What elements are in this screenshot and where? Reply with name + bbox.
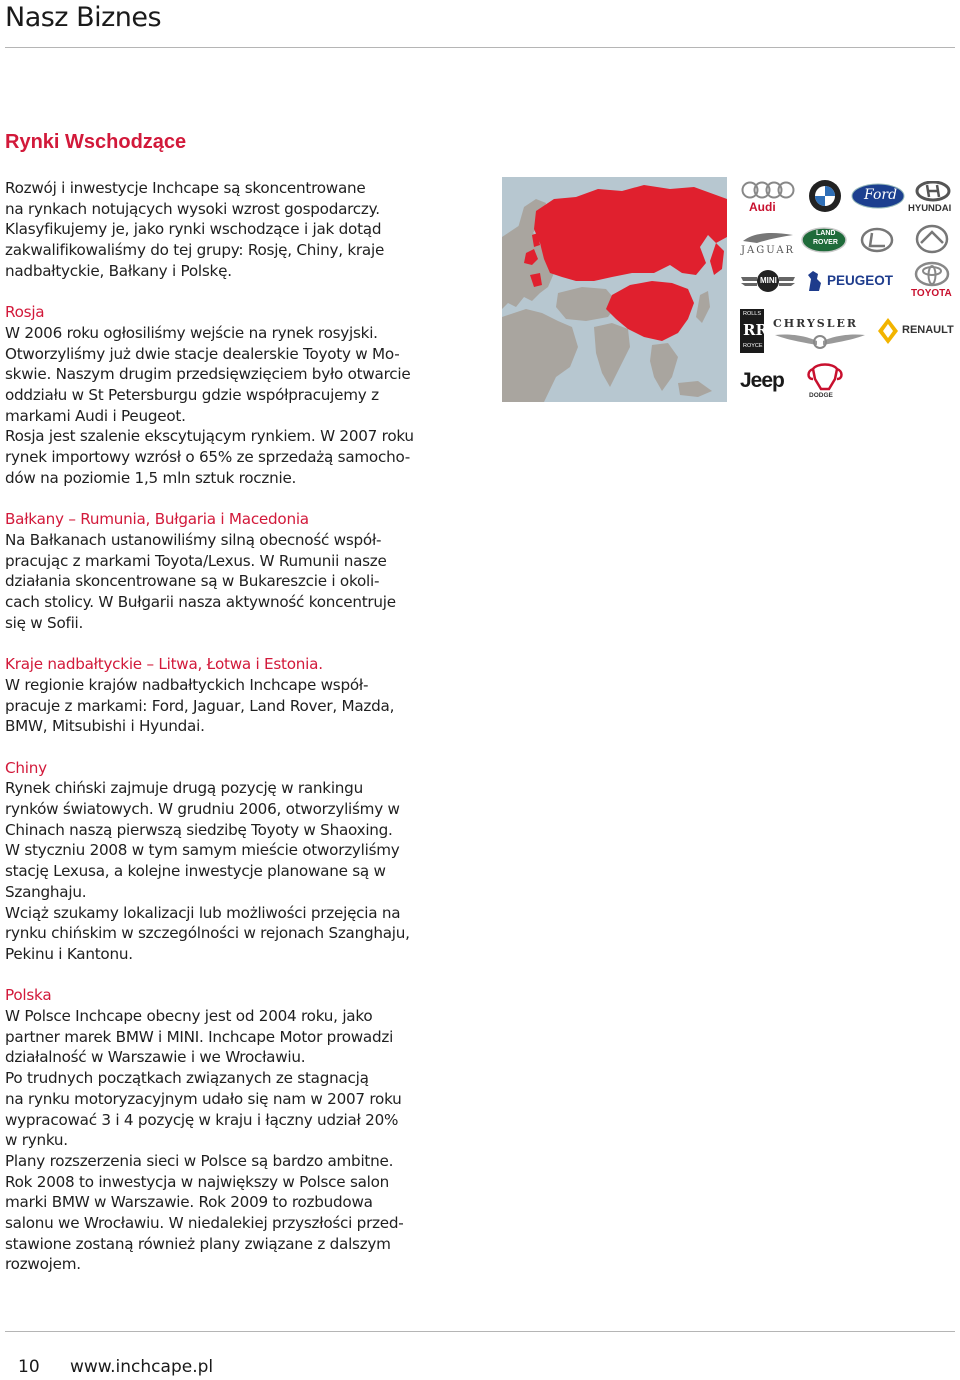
land-rover-text-bottom: ROVER — [813, 239, 838, 246]
text-line: wypracować 3 i 4 pozycję w kraju i łączny udział 20% — [5, 1110, 399, 1129]
article-text — [5, 178, 475, 1275]
text-line: Rok 2008 to inwestycja w największy w Polsce salon — [5, 1172, 390, 1191]
jeep-logo — [740, 369, 800, 395]
text-line: skwie. Naszym drugim przedsięwzięciem było otwarcie — [5, 365, 411, 384]
baltyk-paragraph — [5, 654, 475, 737]
polska-paragraph — [5, 985, 475, 1275]
rolls-royce-logo — [740, 309, 768, 353]
text-line: Chinach naszą pierwszą siedzibę Toyoty w Shaoxing. — [5, 820, 393, 839]
chrysler-wings-icon — [773, 331, 867, 351]
text-line: marki BMW w Warszawie. Rok 2009 to rozbudowa — [5, 1193, 373, 1212]
jeep-logo-text: Jeep — [740, 369, 784, 392]
rosja-heading: Rosja — [5, 303, 45, 322]
hyundai-emblem-icon — [907, 181, 959, 203]
text-line: Po trudnych początkach związanych ze stagnacją — [5, 1069, 369, 1088]
text-line: Otworzyliśmy już dwie stacje dealerskie Toyoty w Mo- — [5, 344, 400, 363]
mini-logo-text: MINI — [760, 276, 777, 285]
footer-url[interactable]: www.inchcape.pl — [70, 1357, 214, 1377]
chrysler-logo — [773, 317, 867, 351]
rosja-paragraph — [5, 302, 475, 488]
dodge-logo — [807, 363, 843, 403]
text-line: Wciąż szukamy lokalizacji lub możliwości przejęcia na — [5, 903, 401, 922]
text-line: partner marek BMW i MINI. Inchcape Motor prowadzi — [5, 1027, 394, 1046]
mazda-emblem-icon — [915, 223, 949, 255]
toyota-logo-text: TOYOTA — [911, 288, 952, 299]
text-line: pracuje z markami: Ford, Jaguar, Land Rover, Mazda, — [5, 696, 395, 715]
text-line: W Polsce Inchcape obecny jest od 2004 roku, jako — [5, 1007, 373, 1026]
chiny-heading: Chiny — [5, 758, 47, 777]
audi-logo-text: Audi — [749, 200, 776, 214]
chrysler-logo-text: CHRYSLER — [773, 317, 859, 330]
text-line: Rosja jest szalenie ekscytującym rynkiem. W 2007 roku — [5, 427, 414, 446]
toyota-emblem-icon — [909, 261, 955, 287]
mazda-logo — [915, 223, 949, 255]
text-line: oddziału w St Petersburgu gdzie współpracujemy z — [5, 386, 379, 405]
page-title: Nasz Biznes — [5, 2, 162, 33]
text-line: Plany rozszerzenia sieci w Polsce są bardzo ambitne. — [5, 1151, 394, 1170]
text-line: dów na poziomie 1,5 mln sztuk rocznie. — [5, 468, 297, 487]
peugeot-lion-icon — [805, 269, 825, 293]
text-line: W styczniu 2008 w tym samym mieście otworzyliśmy — [5, 841, 400, 860]
rolls-royce-monogram: RR — [743, 321, 768, 339]
brand-logos — [735, 175, 960, 405]
renault-logo-text: RENAULT — [902, 324, 954, 336]
bmw-roundel-icon — [808, 179, 842, 213]
dodge-logo-text: DODGE — [809, 392, 833, 399]
text-line: Rozwój i inwestycje Inchcape są skoncentrowane — [5, 179, 366, 197]
footer-rule — [5, 1331, 955, 1332]
text-line: salonu we Wrocławiu. W niedalekiej przyszłości przed- — [5, 1214, 404, 1233]
text-line: działalność w Warszawie i we Wrocławiu. — [5, 1048, 306, 1067]
text-line: nadbałtyckie, Bałkany i Polskę. — [5, 261, 232, 280]
renault-logo — [877, 317, 959, 347]
hyundai-logo — [907, 181, 959, 217]
mini-logo — [739, 269, 797, 293]
text-line: Na Bałkanach ustanowiliśmy silną obecność współ- — [5, 530, 382, 549]
jaguar-logo — [739, 227, 797, 261]
text-line: w rynku. — [5, 1131, 68, 1150]
bmw-logo — [808, 179, 842, 213]
jaguar-leaper-icon — [739, 227, 797, 245]
text-line: zakwalifikowaliśmy do tej grupy: Rosję, Chiny, kraje — [5, 241, 385, 260]
lexus-logo — [860, 225, 894, 255]
text-line: rynków światowych. W grudniu 2006, otworzyliśmy w — [5, 800, 400, 819]
text-line: stację Lexusa, a kolejne inwestycje planowane są w — [5, 862, 386, 881]
text-line: Szanghaju. — [5, 882, 87, 901]
text-line: W regionie krajów nadbałtyckich Inchcape współ- — [5, 675, 369, 694]
text-line: rynek importowy wzrósł o 65% ze sprzedażą samocho- — [5, 448, 411, 467]
renault-diamond-icon — [877, 317, 899, 345]
land-rover-text-top: LAND — [816, 230, 836, 237]
text-line: pracując z markami Toyota/Lexus. W Rumunii nasze — [5, 551, 387, 570]
peugeot-logo-text: PEUGEOT — [827, 273, 894, 288]
balkany-paragraph — [5, 509, 475, 633]
markets-map — [502, 177, 727, 402]
lexus-emblem-icon — [860, 225, 894, 255]
text-line: rozwojem. — [5, 1255, 81, 1274]
polska-heading: Polska — [5, 986, 52, 1005]
page-number: 10 — [18, 1357, 40, 1377]
rolls-royce-text-top: ROLLS — [743, 311, 762, 317]
dodge-ram-icon — [807, 363, 843, 391]
audi-rings-icon — [741, 180, 797, 200]
text-line: Pekinu i Kantonu. — [5, 944, 133, 963]
text-line: stawione zostaną również plany związane z dalszym — [5, 1234, 391, 1253]
toyota-logo — [909, 261, 955, 301]
text-line: działania skoncentrowane są w Bukareszcie i okoli- — [5, 572, 380, 591]
text-line: rynku chińskim w szczególności w rejonach Szanghaju, — [5, 924, 410, 943]
balkany-heading: Bałkany – Rumunia, Bułgaria i Macedonia — [5, 510, 309, 529]
text-line: się w Sofii. — [5, 613, 84, 632]
text-line: na rynkach notujących wysoki wzrost gospodarczy. — [5, 199, 380, 218]
peugeot-logo — [805, 269, 905, 295]
jaguar-logo-text: JAGUAR — [741, 245, 796, 256]
text-line: na rynku motoryzacyjnym udało się nam w 2007 roku — [5, 1089, 402, 1108]
text-line: W 2006 roku ogłosiliśmy wejście na rynek rosyjski. — [5, 323, 378, 342]
header-rule — [5, 47, 955, 48]
map-image — [502, 177, 727, 402]
audi-logo — [741, 180, 797, 216]
chiny-paragraph — [5, 758, 475, 965]
hyundai-logo-text: HYUNDAI — [908, 203, 952, 214]
intro-paragraph — [5, 178, 475, 282]
ford-logo — [851, 183, 905, 209]
text-line: cach stolicy. W Bułgarii nasza aktywność koncentruje — [5, 593, 396, 612]
ford-logo-text: Ford — [864, 187, 898, 203]
text-line: Klasyfikujemy je, jako rynki wschodzące i jak dotąd — [5, 220, 382, 239]
section-title: Rynki Wschodzące — [5, 131, 187, 153]
text-line: markami Audi i Peugeot. — [5, 406, 186, 425]
baltyk-heading: Kraje nadbałtyckie – Litwa, Łotwa i Estonia. — [5, 655, 323, 674]
land-rover-logo — [801, 227, 847, 253]
rolls-royce-text-bottom: ROYCE — [743, 343, 763, 349]
text-line: BMW, Mitsubishi i Hyundai. — [5, 717, 205, 736]
text-line: Rynek chiński zajmuje drugą pozycję w rankingu — [5, 779, 363, 798]
